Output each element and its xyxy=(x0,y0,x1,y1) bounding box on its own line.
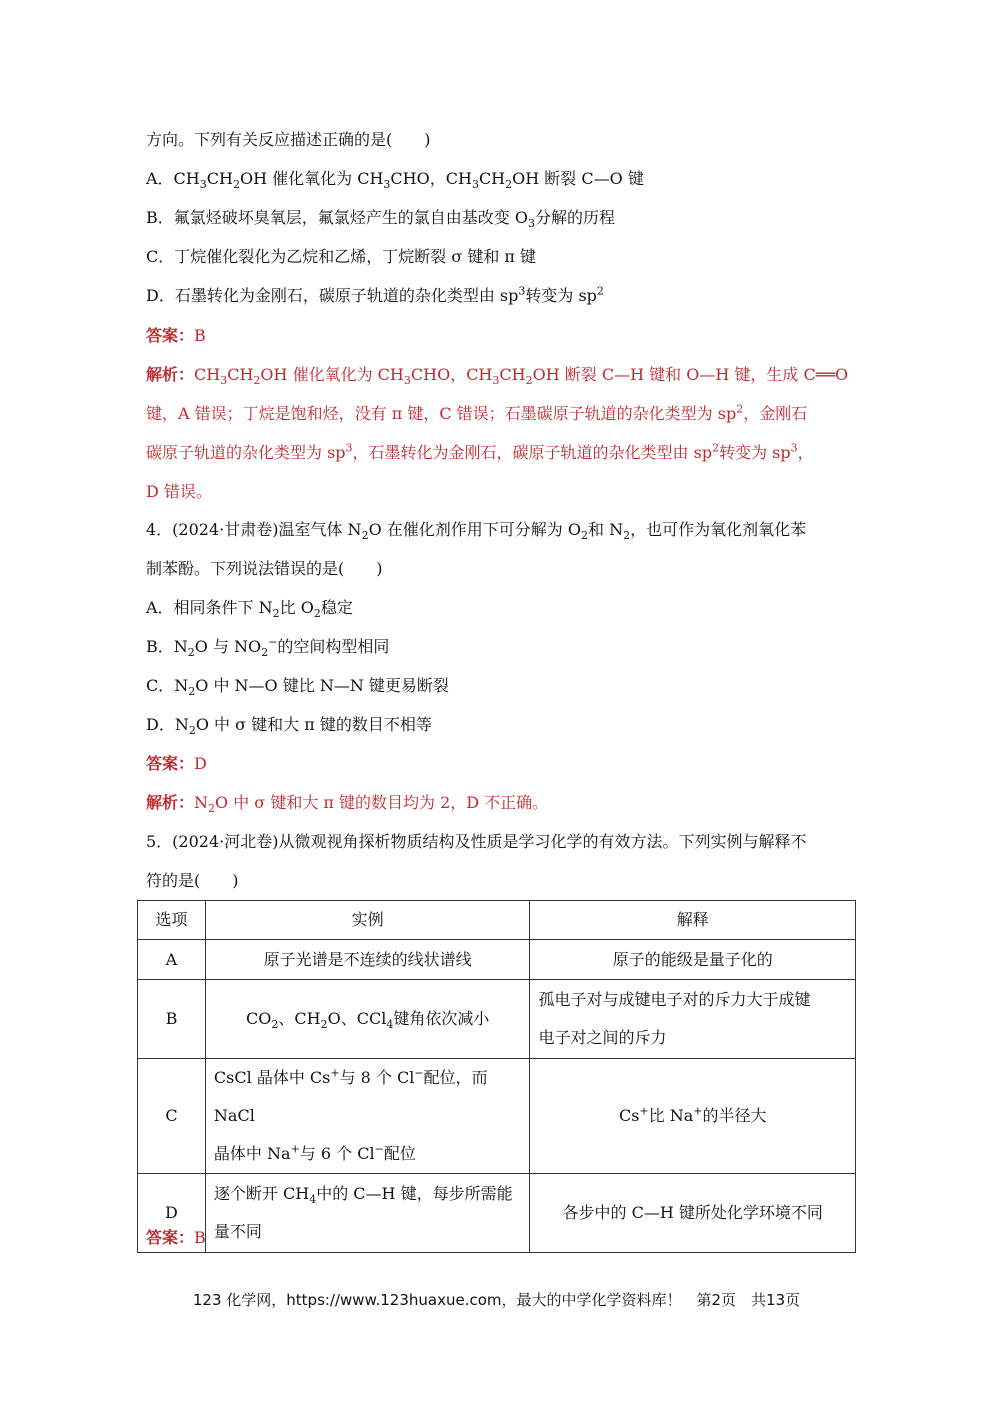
q3-stem: 方向。下列有关反应描述正确的是( ) xyxy=(146,130,431,149)
q4-option-c: C．$N_2O$ 中 N—O 键比 N—N 键更易断裂 xyxy=(146,676,449,699)
row-example: 原子光谱是不连续的线状谱线 xyxy=(205,940,530,980)
header-explanation: 解释 xyxy=(530,901,856,940)
q3-option-a: A．$CH_3CH_2OH$ 催化氧化为 $CH_3CHO$，$CH_3CH_2OH$ 断裂 C—O 键 xyxy=(146,169,644,192)
q3-analysis-line-2: 键，A 错误；丁烷是饱和烃，没有 π 键，C 错误；石墨碳原子轨道的杂化类型为 $sp^2$，金刚石 xyxy=(146,402,808,423)
row-explanation: 孤电子对与成键电子对的斥力大于成键 电子对之间的斥力 xyxy=(530,980,856,1059)
q3-option-b: B．氟氯烃破坏臭氧层，氟氯烃产生的氯自由基改变 $O_3$分解的历程 xyxy=(146,208,615,231)
q5-stem-line-2: 符的是( ) xyxy=(146,871,239,890)
q4-option-b: B．$N_2O$ 与 $NO_2^-$的空间构型相同 xyxy=(146,635,390,660)
q5-options-table xyxy=(137,900,856,1253)
q3-option-c: C．丁烷催化裂化为乙烷和乙烯，丁烷断裂 σ 键和 π 键 xyxy=(146,247,537,266)
row-option: D xyxy=(138,1174,206,1253)
q4-stem-line-2: 制苯酚。下列说法错误的是( ) xyxy=(146,559,383,578)
q4-answer: 答案：D xyxy=(146,754,207,773)
page-footer: 123 化学网，https://www.123huaxue.com，最大的中学化学资料库！ 第2页 共13页 xyxy=(192,1291,801,1309)
q4-stem-line-1: 4．(2024·甘肃卷)温室气体 $N_2O$ 在催化剂作用下可分解为 $O_2$和 $N_2$，也可作为氧化剂氧化苯 xyxy=(146,520,807,543)
table-row xyxy=(138,940,856,980)
row-explanation: 各步中的 C—H 键所处化学环境不同 xyxy=(530,1174,856,1253)
table-header-row xyxy=(138,901,856,940)
table-row xyxy=(138,1174,856,1253)
header-option: 选项 xyxy=(138,901,206,940)
q4-analysis: 解析：$N_2O$ 中 σ 键和大 π 键的数目均为 2，D 不正确。 xyxy=(146,793,549,816)
header-example: 实例 xyxy=(205,901,530,940)
row-option: C xyxy=(138,1059,206,1174)
q5-stem-line-1: 5．(2024·河北卷)从微观视角探析物质结构及性质是学习化学的有效方法。下列实例与解释不 xyxy=(146,832,807,851)
table-row xyxy=(138,980,856,1059)
q4-option-a: A．相同条件下 $N_2$比 $O_2$稳定 xyxy=(146,598,353,621)
row-option: A xyxy=(138,940,206,980)
row-option: B xyxy=(138,980,206,1059)
q3-answer: 答案：B xyxy=(146,326,206,345)
q3-analysis-line-1: 解析：$CH_3CH_2OH$ 催化氧化为 $CH_3CHO$，$CH_3CH_2OH$ 断裂 C—H 键和 O—H 键，生成 C══O xyxy=(146,365,849,388)
row-explanation: Cs+比 Na+的半径大 xyxy=(530,1059,856,1174)
row-example: CsCl 晶体中 Cs+与 8 个 Cl−配位，而 NaCl 晶体中 Na+与 6 个 Cl−配位 xyxy=(205,1059,530,1174)
q3-analysis-line-4: D 错误。 xyxy=(146,482,212,501)
row-example: $CO_2$、$CH_2O$、CCl$_4$键角依次减小 xyxy=(205,980,530,1059)
q5-answer: 答案：B xyxy=(146,1228,206,1247)
q3-option-d: D．石墨转化为金刚石，碳原子轨道的杂化类型由 $sp^3$转变为 $sp^2$ xyxy=(146,284,604,305)
table-row xyxy=(138,1059,856,1174)
q3-analysis-line-3: 碳原子轨道的杂化类型为 $sp^3$，石墨转化为金刚石，碳原子轨道的杂化类型由 $sp^2$转变为 $sp^3$， xyxy=(146,441,814,462)
row-explanation: 原子的能级是量子化的 xyxy=(530,940,856,980)
q4-option-d: D．$N_2O$ 中 σ 键和大 π 键的数目不相等 xyxy=(146,715,432,738)
row-example: 逐个断开 $CH_4$中的 C—H 键，每步所需能 量不同 xyxy=(205,1174,530,1253)
